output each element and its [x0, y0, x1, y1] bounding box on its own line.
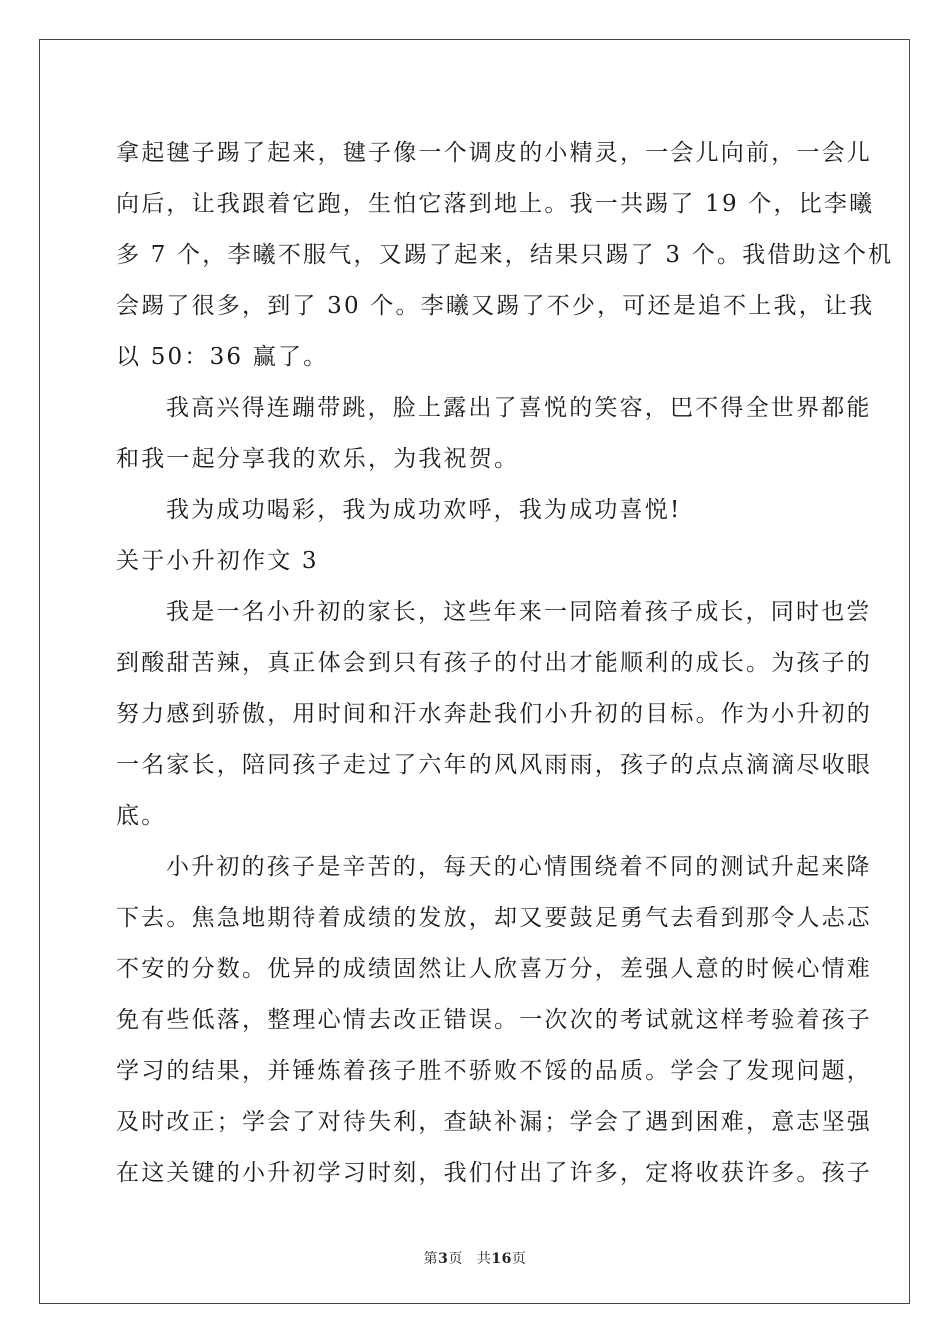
text-line: 免有些低落，整理心情去改正错误。一次次的考试就这样考验着孩子	[116, 1007, 872, 1033]
document-body	[116, 128, 894, 1199]
page-footer	[0, 1248, 950, 1268]
text-line: 到酸甜苦辣，真正体会到只有孩子的付出才能顺利的成长。为孩子的	[116, 650, 872, 676]
text-line: 下去。焦急地期待着成绩的发放，却又要鼓足勇气去看到那令人忐忑	[116, 905, 872, 931]
paragraph-start-line: 我是一名小升初的家长，这些年来一同陪着孩子成长，同时也尝	[166, 599, 872, 625]
text-line: 会踢了很多，到了 30 个。李曦又踢了不少，可还是追不上我，让我	[116, 293, 875, 319]
text-line: 和我一起分享我的欢乐，为我祝贺。	[116, 446, 520, 472]
text-line: 以 50：36 赢了。	[116, 344, 329, 370]
text-line: 不安的分数。优异的成绩固然让人欣喜万分，差强人意的时候心情难	[116, 956, 872, 982]
paragraph-start-line: 我为成功喝彩，我为成功欢呼，我为成功喜悦!	[166, 497, 682, 523]
text-line: 努力感到骄傲，用时间和汗水奔赴我们小升初的目标。作为小升初的	[116, 701, 872, 727]
text-line: 拿起毽子踢了起来，毽子像一个调皮的小精灵，一会儿向前，一会儿	[116, 140, 872, 166]
text-line: 底。	[116, 803, 167, 829]
paragraph-start-line: 我高兴得连蹦带跳，脸上露出了喜悦的笑容，巴不得全世界都能	[166, 395, 872, 421]
text-line: 一名家长，陪同孩子走过了六年的风风雨雨，孩子的点点滴滴尽收眼	[116, 752, 872, 778]
page-label-suffix: 页	[448, 1251, 463, 1267]
total-label-suffix: 页	[511, 1251, 527, 1267]
text-line: 在这关键的小升初学习时刻，我们付出了许多，定将收获许多。孩子	[116, 1160, 872, 1186]
section-heading: 关于小升初作文 3	[116, 548, 319, 574]
text-line: 及时改正；学会了对待失利，查缺补漏；学会了遇到困难，意志坚强	[116, 1109, 872, 1135]
page-label-prefix: 第	[423, 1251, 439, 1267]
text-line: 向后，让我跟着它跑，生怕它落到地上。我一共踢了 19 个，比李曦	[116, 191, 875, 217]
total-page-count: 16	[491, 1251, 512, 1267]
text-line: 多 7 个，李曦不服气，又踢了起来，结果只踢了 3 个。我借助这个机	[116, 242, 894, 268]
current-page-number: 3	[438, 1251, 449, 1267]
text-line: 学习的结果，并锤炼着孩子胜不骄败不馁的品质。学会了发现问题，	[116, 1058, 872, 1084]
total-label-prefix: 共	[476, 1251, 492, 1267]
paragraph-start-line: 小升初的孩子是辛苦的，每天的心情围绕着不同的测试升起来降	[166, 854, 872, 880]
